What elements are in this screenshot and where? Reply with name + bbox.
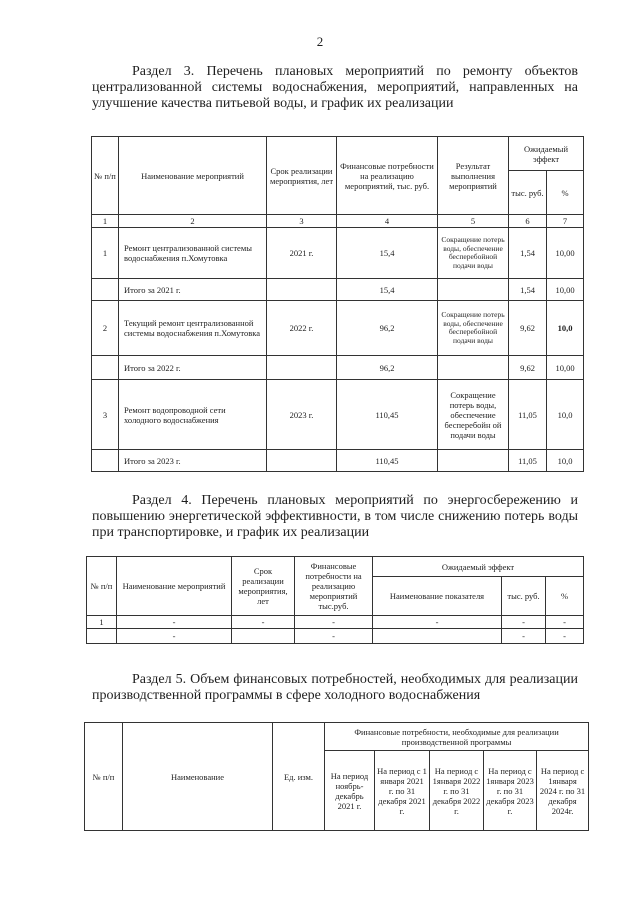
s4-header-finance: Финансовые потребности на реализацию мероприятий тыс.руб.	[295, 557, 373, 616]
row-num: 1	[92, 228, 119, 279]
row-name: Текущий ремонт централизованной системы водоснабжения п.Хомутовка	[119, 301, 267, 356]
row-thous: 1,54	[509, 228, 547, 279]
s5-header-unit: Ед. изм.	[273, 723, 325, 831]
s5-period: На период с 1 января 2021 г. по 31 декабря 2021 г.	[375, 751, 430, 831]
table-row	[87, 616, 584, 629]
row-term: -	[232, 616, 295, 629]
s4-header-effect: Ожидаемый эффект	[373, 557, 584, 577]
page-number: 2	[316, 34, 324, 49]
s5-header-num: № п/п	[85, 723, 123, 831]
s3-colnum: 7	[547, 215, 584, 228]
row-finance: 15,4	[337, 228, 438, 279]
table-row	[92, 356, 584, 380]
row-pct: -	[546, 616, 584, 629]
row-thous: 9,62	[509, 301, 547, 356]
s3-colnum: 4	[337, 215, 438, 228]
s3-colnum: 2	[119, 215, 267, 228]
row-thous: 11,05	[509, 450, 547, 472]
row-num	[92, 356, 119, 380]
row-finance: -	[295, 616, 373, 629]
row-result	[438, 450, 509, 472]
row-name: -	[117, 616, 232, 629]
row-result: Сокращение потерь воды, обеспечение бесперебойн ой подачи воды	[438, 380, 509, 450]
row-pct: 10,00	[547, 356, 584, 380]
row-pct: 10,00	[547, 279, 584, 301]
section3-table	[91, 136, 584, 472]
s3-header-finance: Финансовые потребности на реализацию мероприятий, тыс. руб.	[337, 137, 438, 215]
s5-period: На период ноябрь-декабрь 2021 г.	[325, 751, 375, 831]
row-name: -	[117, 629, 232, 644]
s4-header-pct: %	[546, 577, 584, 616]
s3-header-name: Наименование мероприятий	[119, 137, 267, 215]
s3-header-result: Результат выполнения мероприятий	[438, 137, 509, 215]
row-name: Итого за 2022 г.	[119, 356, 267, 380]
row-name: Ремонт водопроводной сети холодного водоснабжения	[119, 380, 267, 450]
row-pct: 10,0	[547, 380, 584, 450]
row-term	[267, 450, 337, 472]
s3-colnum: 5	[438, 215, 509, 228]
row-finance: 15,4	[337, 279, 438, 301]
row-thous: 11,05	[509, 380, 547, 450]
table-row	[92, 279, 584, 301]
row-result: Сокращение потерь воды, обеспечение бесперебойной подачи воды	[438, 301, 509, 356]
s3-header-effect: Ожидаемый эффект	[509, 137, 584, 171]
row-pct: 10,00	[547, 228, 584, 279]
row-term	[267, 356, 337, 380]
row-pct: 10,0	[547, 450, 584, 472]
s3-colnum: 6	[509, 215, 547, 228]
row-indicator: -	[373, 616, 502, 629]
row-result	[438, 279, 509, 301]
row-finance: 96,2	[337, 356, 438, 380]
row-num: 1	[87, 616, 117, 629]
row-finance: -	[295, 629, 373, 644]
row-num	[87, 629, 117, 644]
row-name: Итого за 2023 г.	[119, 450, 267, 472]
row-finance: 110,45	[337, 380, 438, 450]
table-row	[92, 380, 584, 450]
s3-header-effect-thous: тыс. руб.	[509, 171, 547, 215]
row-num: 2	[92, 301, 119, 356]
table-row	[92, 228, 584, 279]
row-finance: 110,45	[337, 450, 438, 472]
s5-period: На период с 1января 2022 г. по 31 декабря 2022 г.	[430, 751, 484, 831]
row-thous: 9,62	[509, 356, 547, 380]
row-thous: -	[502, 629, 546, 644]
row-result: Сокращение потерь воды, обеспечение бесперебойной подачи воды	[438, 228, 509, 279]
table-row	[92, 301, 584, 356]
s4-header-num: № п/п	[87, 557, 117, 616]
row-pct: -	[546, 629, 584, 644]
row-indicator	[373, 629, 502, 644]
row-num	[92, 279, 119, 301]
row-term	[232, 629, 295, 644]
section3-heading: Раздел 3. Перечень плановых мероприятий по ремонту объектов централизованной системы водоснабжения, мероприятий, направленных на улучшение качества питьевой воды, и график их реализации	[92, 64, 578, 111]
s5-header-name: Наименование	[123, 723, 273, 831]
section5-table	[84, 722, 589, 831]
row-thous: -	[502, 616, 546, 629]
row-pct: 10,0	[547, 301, 584, 356]
section4-heading: Раздел 4. Перечень плановых мероприятий по энергосбережению и повышению энергетической эффективности, в том числе снижению потерь воды при транспортировке, и график их реализации	[92, 493, 578, 540]
row-term	[267, 279, 337, 301]
s3-header-num: № п/п	[92, 137, 119, 215]
row-finance: 96,2	[337, 301, 438, 356]
s5-period: На период с 1января 2024 г. по 31 декабря 2024г.	[537, 751, 589, 831]
s3-header-term: Срок реализации мероприятия, лет	[267, 137, 337, 215]
s3-header-effect-pct: %	[547, 171, 584, 215]
row-thous: 1,54	[509, 279, 547, 301]
s5-header-finance: Финансовые потребности, необходимые для реализации производственной программы	[325, 723, 589, 751]
row-name: Ремонт централизованной системы водоснабжения п.Хомутовка	[119, 228, 267, 279]
row-term: 2022 г.	[267, 301, 337, 356]
section5-heading: Раздел 5. Объем финансовых потребностей, необходимых для реализации производственной программы в сфере холодного водоснабжения	[92, 672, 578, 703]
s3-colnum: 3	[267, 215, 337, 228]
row-term: 2023 г.	[267, 380, 337, 450]
s4-header-indicator: Наименование показателя	[373, 577, 502, 616]
s3-colnum: 1	[92, 215, 119, 228]
row-term: 2021 г.	[267, 228, 337, 279]
s4-header-term: Срок реализации мероприятия, лет	[232, 557, 295, 616]
s4-header-name: Наименование мероприятий	[117, 557, 232, 616]
row-name: Итого за 2021 г.	[119, 279, 267, 301]
s5-period: На период с 1января 2023 г. по 31 декабря 2023 г.	[484, 751, 537, 831]
row-result	[438, 356, 509, 380]
s4-header-thous: тыс. руб.	[502, 577, 546, 616]
table-row	[87, 629, 584, 644]
row-num	[92, 450, 119, 472]
row-num: 3	[92, 380, 119, 450]
table-row	[92, 450, 584, 472]
section4-table	[86, 556, 584, 644]
